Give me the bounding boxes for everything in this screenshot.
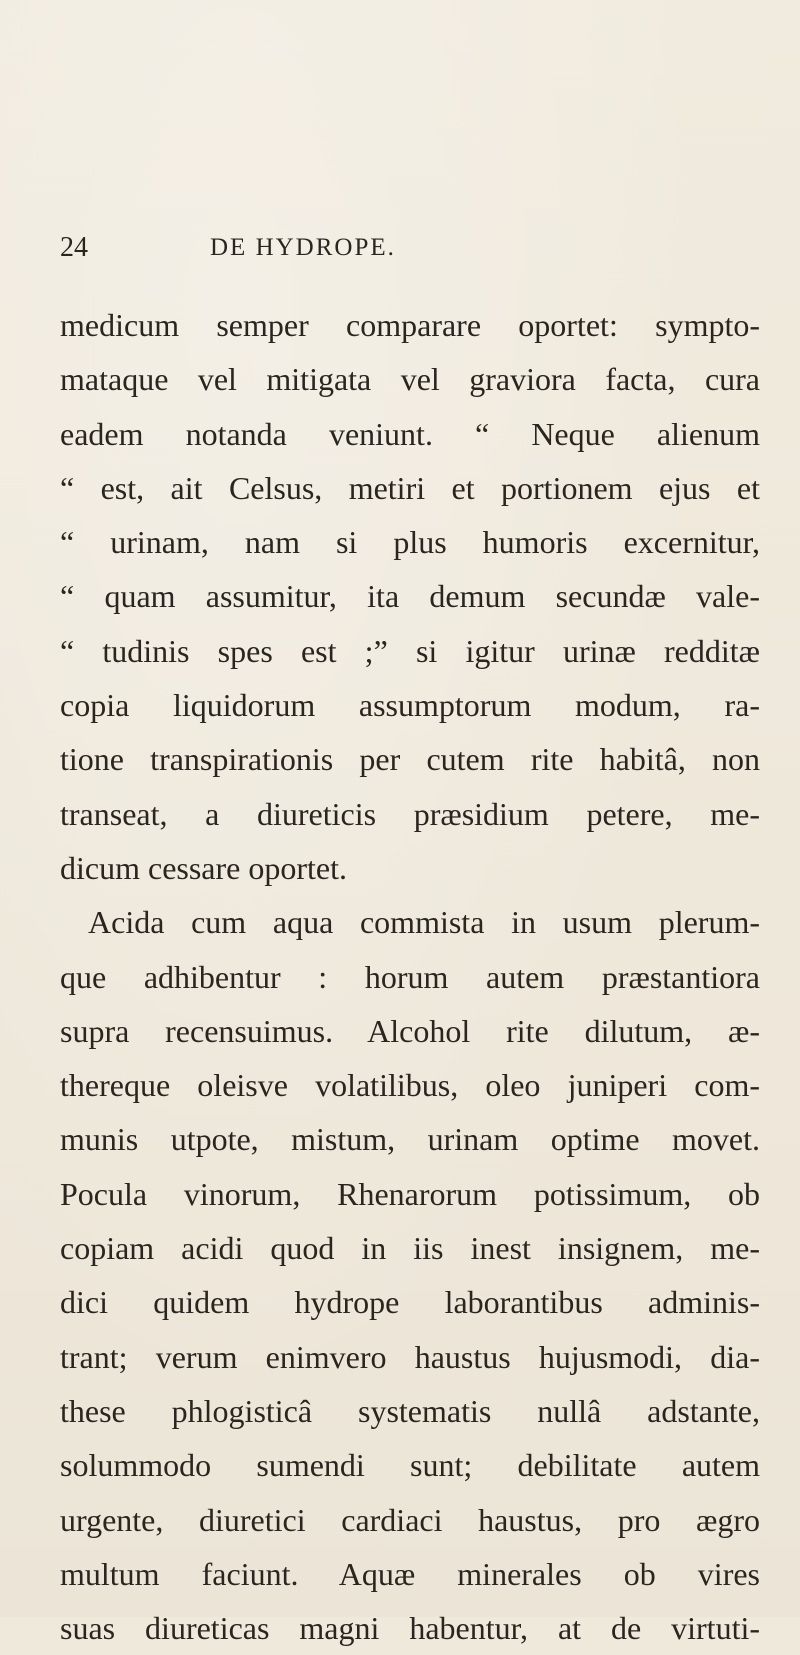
text-line: eadem notanda veniunt. “ Neque alienum	[60, 415, 760, 452]
text-line: que adhibentur : horum autem præstantiora	[60, 958, 760, 995]
text-line: tione transpirationis per cutem rite habitâ, non	[60, 741, 760, 778]
text-line: Acida cum aqua commista in usum plerum-	[88, 904, 760, 941]
text-line: “ urinam, nam si plus humoris excernitur,	[60, 524, 760, 561]
text-line: urgente, diuretici cardiaci haustus, pro ægro	[60, 1501, 760, 1538]
text-line: “ est, ait Celsus, metiri et portionem ejus et	[60, 469, 760, 506]
text-line: thereque oleisve volatilibus, oleo juniperi com-	[60, 1067, 760, 1104]
text-line: copiam acidi quod in iis inest insignem, me-	[60, 1230, 760, 1267]
text-line: trant; verum enimvero haustus hujusmodi, dia-	[60, 1338, 760, 1375]
text-line: solummodo sumendi sunt; debilitate autem	[60, 1447, 760, 1484]
text-line: suas diureticas magni habentur, at de virtuti-	[60, 1610, 760, 1647]
page-number: 24	[60, 232, 88, 263]
text-line: munis utpote, mistum, urinam optime movet.	[60, 1121, 760, 1158]
body-text	[60, 298, 760, 1655]
text-line: Pocula vinorum, Rhenarorum potissimum, ob	[60, 1175, 760, 1212]
running-title: DE HYDROPE.	[210, 234, 396, 261]
text-line: supra recensuimus. Alcohol rite dilutum, æ-	[60, 1012, 760, 1049]
text-line: dici quidem hydrope laborantibus adminis-	[60, 1284, 760, 1321]
text-line: copia liquidorum assumptorum modum, ra-	[60, 687, 760, 724]
page-header	[60, 232, 760, 272]
text-line: dicum cessare oportet.	[60, 849, 347, 886]
text-line: these phlogisticâ systematis nullâ adstante,	[60, 1392, 760, 1429]
text-line: transeat, a diureticis præsidium petere, me-	[60, 795, 760, 832]
text-line: multum faciunt. Aquæ minerales ob vires	[60, 1555, 760, 1592]
text-line: medicum semper comparare oportet: sympto-	[60, 307, 760, 343]
text-line: mataque vel mitigata vel graviora facta, cura	[60, 361, 760, 398]
text-line: “ tudinis spes est ;” si igitur urinæ redditæ	[60, 632, 760, 669]
text-line: “ quam assumitur, ita demum secundæ vale-	[60, 578, 760, 615]
